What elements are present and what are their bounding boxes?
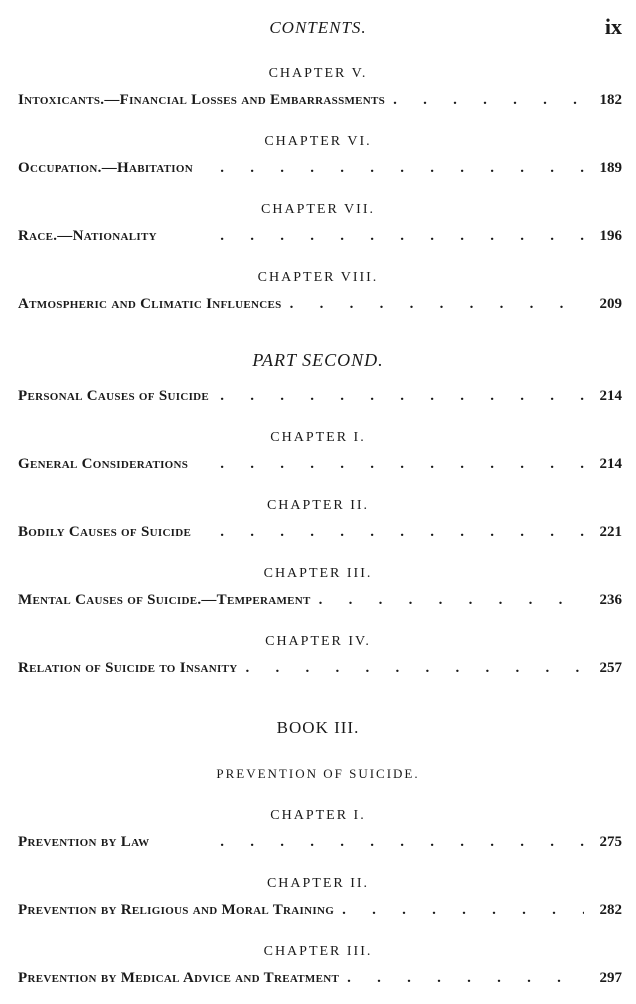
toc-entry-page: 196 xyxy=(599,228,622,244)
toc-entry-title: Intoxicants.—Financial Losses and Embarrassments xyxy=(18,92,386,108)
toc-entry-page: 297 xyxy=(599,970,622,986)
toc-entry-page: 257 xyxy=(599,660,622,676)
dot-leader xyxy=(393,92,584,109)
toc-entry-title: Prevention by Religious and Moral Training xyxy=(18,902,335,918)
chapter-heading: CHAPTER II. xyxy=(266,498,370,513)
toc-entry[interactable] xyxy=(18,228,622,248)
chapter-heading: CHAPTER IV. xyxy=(265,634,371,649)
dot-leader xyxy=(165,228,584,245)
toc-entry[interactable] xyxy=(18,902,622,922)
chapter-heading: CHAPTER III. xyxy=(263,944,373,959)
dot-leader xyxy=(201,160,584,177)
dot-leader xyxy=(217,388,584,405)
dot-leader xyxy=(157,834,584,851)
page-number: ix xyxy=(604,14,622,39)
toc-entry-page: 282 xyxy=(599,902,622,918)
toc-entry-title: Bodily Causes of Suicide xyxy=(18,524,192,540)
dot-leader xyxy=(196,456,584,473)
dot-leader xyxy=(245,660,584,677)
toc-entry-title: Prevention by Medical Advice and Treatment xyxy=(18,970,340,986)
chapter-heading: CHAPTER VIII. xyxy=(257,270,379,285)
toc-entry[interactable] xyxy=(18,834,622,854)
dot-leader xyxy=(199,524,584,541)
toc-entry[interactable] xyxy=(18,970,622,990)
toc-entry-title: Race.—Nationality xyxy=(18,228,157,244)
chapter-heading: CHAPTER I. xyxy=(270,430,366,445)
toc-entry[interactable] xyxy=(18,92,622,112)
dot-leader xyxy=(319,592,584,609)
toc-entry[interactable] xyxy=(18,296,622,316)
toc-entry-title: Atmospheric and Climatic Influences xyxy=(18,296,282,312)
toc-entry-title: Mental Causes of Suicide.—Temperament xyxy=(18,592,311,608)
toc-entry-page: 214 xyxy=(599,388,622,404)
toc-entry[interactable] xyxy=(18,660,622,680)
chapter-heading: CHAPTER I. xyxy=(270,808,366,823)
toc-entry-page: 221 xyxy=(599,524,622,540)
running-title: CONTENTS. xyxy=(269,18,367,37)
toc-entry-page: 236 xyxy=(599,592,622,608)
toc-entry[interactable] xyxy=(18,524,622,544)
dot-leader xyxy=(347,970,584,987)
toc-entry-page: 182 xyxy=(599,92,622,108)
toc-entry-page: 214 xyxy=(599,456,622,472)
toc-entry-title: Relation of Suicide to Insanity xyxy=(18,660,238,676)
chapter-heading: CHAPTER II. xyxy=(266,876,370,891)
toc-entry-title: Occupation.—Habitation xyxy=(18,160,193,176)
chapter-heading: CHAPTER VII. xyxy=(261,202,375,217)
toc-entry-page: 275 xyxy=(599,834,622,850)
toc-entry[interactable] xyxy=(18,160,622,180)
toc-entry-page: 209 xyxy=(599,296,622,312)
part-heading: PART SECOND. xyxy=(252,350,384,370)
dot-leader xyxy=(290,296,584,313)
chapter-heading: CHAPTER VI. xyxy=(264,134,372,149)
toc-entry[interactable] xyxy=(18,456,622,476)
toc-entry-title: Personal Causes of Suicide xyxy=(18,388,210,404)
dot-leader xyxy=(342,902,584,919)
toc-entry-page: 189 xyxy=(599,160,622,176)
toc-entry-title: Prevention by Law xyxy=(18,834,150,850)
toc-entry[interactable] xyxy=(18,388,622,408)
toc-entry[interactable] xyxy=(18,592,622,612)
book-heading: BOOK III. xyxy=(276,718,360,737)
chapter-heading: CHAPTER V. xyxy=(268,66,368,81)
chapter-heading: CHAPTER III. xyxy=(263,566,373,581)
toc-entry-title: General Considerations xyxy=(18,456,189,472)
book-subject: PREVENTION OF SUICIDE. xyxy=(216,766,420,781)
